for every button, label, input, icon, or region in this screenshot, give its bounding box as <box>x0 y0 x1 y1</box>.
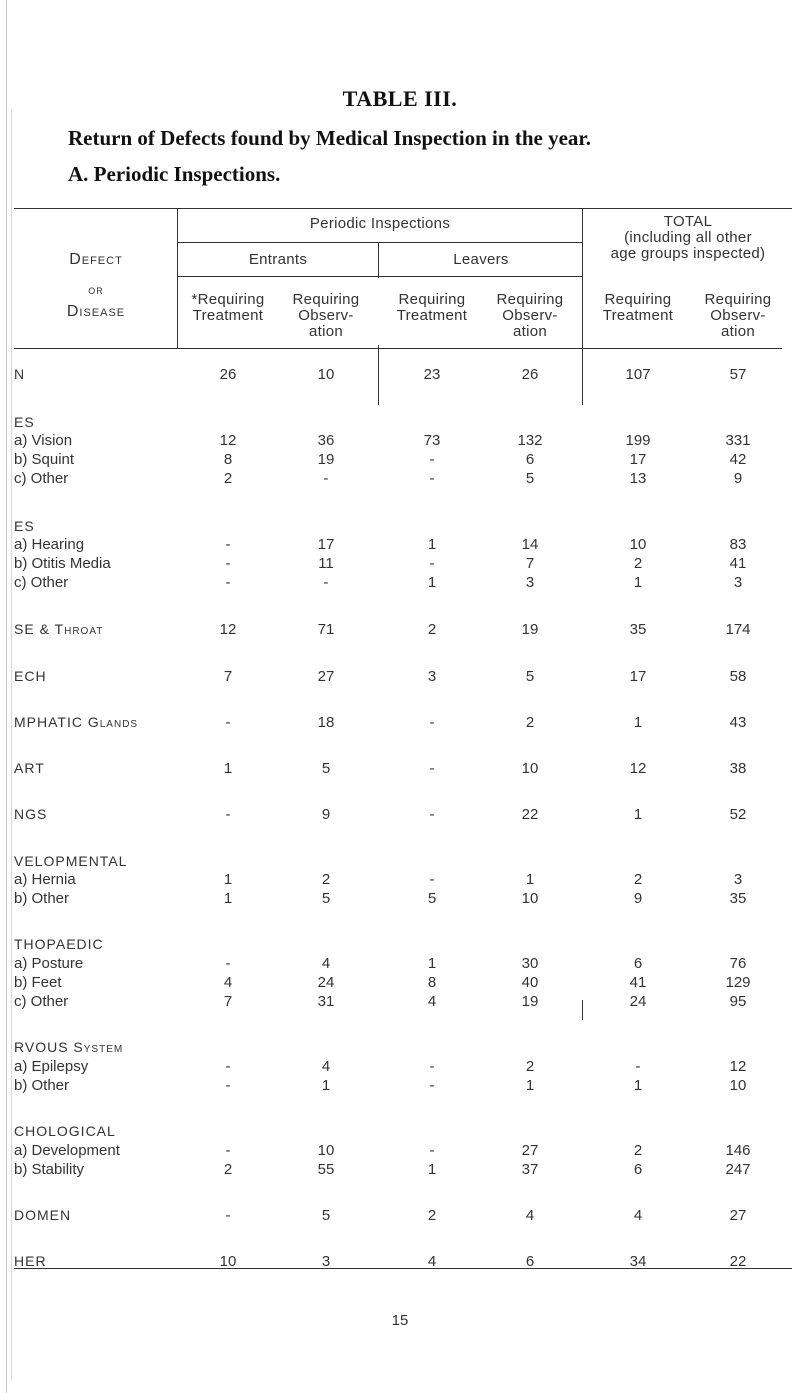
table-cell: 174 <box>725 621 751 638</box>
table-cell: 2 <box>223 470 233 487</box>
table-cell: 42 <box>729 451 747 468</box>
table-cell: 4 <box>427 993 437 1010</box>
defect-label-2: or <box>88 282 104 297</box>
table-cell: 4 <box>223 974 233 991</box>
table-cell: 27 <box>521 1142 539 1159</box>
table-cell: 10 <box>521 890 539 907</box>
table-cell: - <box>225 806 231 823</box>
table-cell: - <box>429 760 435 777</box>
column-header-line: ation <box>512 323 548 340</box>
table-top-rule <box>14 208 792 209</box>
row-label: RVOUS System <box>14 1039 124 1055</box>
col-divider <box>582 345 583 405</box>
column-header-line: ation <box>308 323 344 340</box>
table-cell: 2 <box>633 1142 643 1159</box>
table-cell: 6 <box>525 451 535 468</box>
table-cell: 31 <box>317 993 335 1010</box>
column-header <box>688 292 788 340</box>
table-cell: 107 <box>625 366 651 383</box>
table-cell: 55 <box>317 1161 335 1178</box>
table-cell: 71 <box>317 621 335 638</box>
row-label: c) Other <box>14 993 69 1010</box>
header-bottom-rule <box>14 348 782 349</box>
table-cell: 6 <box>525 1253 535 1270</box>
table-cell: 83 <box>729 536 747 553</box>
table-cell: 1 <box>633 806 643 823</box>
column-header-line: Treatment <box>192 307 264 324</box>
table-cell: 17 <box>629 451 647 468</box>
table-cell: 1 <box>633 574 643 591</box>
table-cell: 1 <box>633 1077 643 1094</box>
table-cell: - <box>429 555 435 572</box>
column-header-line: Treatment <box>396 307 468 324</box>
table-cell: 40 <box>521 974 539 991</box>
table-cell: 22 <box>729 1253 747 1270</box>
table-cell: - <box>225 1077 231 1094</box>
row-label: b) Stability <box>14 1161 85 1178</box>
table-cell: 5 <box>321 760 331 777</box>
row-label: DOMEN <box>14 1207 72 1223</box>
table-cell: 1 <box>427 574 437 591</box>
table-cell: 2 <box>633 871 643 888</box>
column-header-line: Requiring <box>604 291 672 308</box>
column-header-line: Treatment <box>602 307 674 324</box>
table-cell: 331 <box>725 432 751 449</box>
table-cell: 2 <box>427 621 437 638</box>
table-cell: 1 <box>223 890 233 907</box>
table-cell: 3 <box>525 574 535 591</box>
row-label: ES <box>14 414 35 430</box>
row-label: MPHATIC Glands <box>14 714 139 730</box>
table-cell: - <box>225 574 231 591</box>
table-cell: 2 <box>525 1058 535 1075</box>
table-cell: 52 <box>729 806 747 823</box>
table-cell: - <box>225 555 231 572</box>
column-header-line: *Requiring <box>191 291 265 308</box>
table-cell: - <box>323 470 329 487</box>
table-cell: 5 <box>321 890 331 907</box>
table-cell: 7 <box>223 993 233 1010</box>
table-cell: 129 <box>725 974 751 991</box>
table-cell: - <box>429 806 435 823</box>
row-label: b) Otitis Media <box>14 555 111 572</box>
row-label: b) Feet <box>14 974 62 991</box>
row-label: N <box>14 366 26 382</box>
table-cell: - <box>225 536 231 553</box>
table-cell: 1 <box>427 955 437 972</box>
column-header-line: Observ- <box>710 307 766 324</box>
table-cell: 17 <box>317 536 335 553</box>
table-cell: 6 <box>633 955 643 972</box>
table-cell: 1 <box>525 1077 535 1094</box>
column-header <box>480 292 580 340</box>
table-cell: 132 <box>517 432 543 449</box>
table-cell: 41 <box>629 974 647 991</box>
table-cell: - <box>429 1142 435 1159</box>
table-cell: 12 <box>219 432 237 449</box>
table-cell: 5 <box>525 668 535 685</box>
table-cell: 19 <box>521 621 539 638</box>
table-cell: - <box>429 871 435 888</box>
table-cell: 41 <box>729 555 747 572</box>
page-edge <box>0 0 14 1393</box>
row-label: c) Other <box>14 574 69 591</box>
table-cell: 1 <box>427 1161 437 1178</box>
table-cell: 11 <box>318 555 334 572</box>
table-cell: 18 <box>317 714 335 731</box>
table-cell: - <box>429 714 435 731</box>
table-cell: 7 <box>525 555 535 572</box>
row-label: NGS <box>14 806 48 822</box>
table-cell: 4 <box>321 955 331 972</box>
table-cell: 199 <box>625 432 651 449</box>
table-cell: 4 <box>321 1058 331 1075</box>
row-label: a) Development <box>14 1142 120 1159</box>
table-cell: 9 <box>321 806 331 823</box>
table-cell: 10 <box>317 1142 335 1159</box>
table-cell: 19 <box>521 993 539 1010</box>
row-label: THOPAEDIC <box>14 936 104 952</box>
group-rule <box>178 242 582 243</box>
table-cell: 2 <box>427 1207 437 1224</box>
group-header-total <box>584 214 792 262</box>
table-cell: 2 <box>525 714 535 731</box>
column-header <box>382 292 482 324</box>
table-cell: 5 <box>321 1207 331 1224</box>
row-label: c) Other <box>14 470 69 487</box>
table-cell: 27 <box>317 668 335 685</box>
row-label: VELOPMENTAL <box>14 853 128 869</box>
table-cell: 1 <box>223 760 233 777</box>
table-cell: 8 <box>223 451 233 468</box>
subgroup-leavers: Leavers <box>453 251 509 268</box>
table-cell: 10 <box>219 1253 237 1270</box>
row-label: b) Other <box>14 1077 70 1094</box>
table-cell: - <box>225 1142 231 1159</box>
row-label: ES <box>14 518 35 534</box>
table-cell: 247 <box>725 1161 751 1178</box>
table-cell: - <box>225 955 231 972</box>
table-cell: 24 <box>317 974 335 991</box>
table-cell: 5 <box>525 470 535 487</box>
row-label: ART <box>14 760 45 776</box>
column-header <box>276 292 376 340</box>
col-divider <box>582 208 583 348</box>
table-cell: - <box>225 1058 231 1075</box>
row-label: a) Hearing <box>14 536 85 553</box>
table-cell: 1 <box>427 536 437 553</box>
table-cell: 3 <box>733 871 743 888</box>
table-cell: - <box>429 451 435 468</box>
table-cell: 10 <box>521 760 539 777</box>
table-cell: 27 <box>729 1207 747 1224</box>
col-divider <box>378 242 379 278</box>
table-cell: 10 <box>317 366 335 383</box>
column-header-line: Requiring <box>496 291 564 308</box>
table-cell: 22 <box>521 806 539 823</box>
table-cell: 12 <box>729 1058 747 1075</box>
table-cell: 24 <box>629 993 647 1010</box>
table-cell: 4 <box>427 1253 437 1270</box>
table-cell: 6 <box>633 1161 643 1178</box>
total-line-1: TOTAL <box>663 213 713 230</box>
total-line-3: age groups inspected) <box>610 245 766 262</box>
table-cell: 13 <box>629 470 647 487</box>
table-cell: - <box>225 714 231 731</box>
col-divider <box>582 1000 583 1020</box>
table-cell: 19 <box>317 451 335 468</box>
table-cell: 2 <box>633 555 643 572</box>
table-cell: 26 <box>521 366 539 383</box>
table-cell: 95 <box>729 993 747 1010</box>
row-label: ECH <box>14 668 47 684</box>
table-cell: 7 <box>223 668 233 685</box>
table-cell: 30 <box>521 955 539 972</box>
table-cell: - <box>635 1058 641 1075</box>
column-header-line: Requiring <box>398 291 466 308</box>
table-cell: 43 <box>729 714 747 731</box>
table-cell: 35 <box>729 890 747 907</box>
row-label: SE & Throat <box>14 621 104 637</box>
table-subtitle: Return of Defects found by Medical Inspection in the year. <box>68 126 592 150</box>
group-header-periodic: Periodic Inspections <box>309 215 451 232</box>
table-cell: 9 <box>733 470 743 487</box>
col-divider <box>378 345 379 405</box>
column-header-line: Observ- <box>502 307 558 324</box>
table-cell: 4 <box>633 1207 643 1224</box>
table-cell: 2 <box>321 871 331 888</box>
table-cell: 14 <box>521 536 539 553</box>
table-title: TABLE III. <box>342 86 458 111</box>
table-cell: 58 <box>729 668 747 685</box>
table-cell: - <box>225 1207 231 1224</box>
table-cell: 34 <box>629 1253 647 1270</box>
row-label: CHOLOGICAL <box>14 1123 116 1139</box>
column-header-line: Requiring <box>704 291 772 308</box>
row-label: a) Hernia <box>14 871 76 888</box>
defect-label-3: Disease <box>66 303 126 320</box>
table-cell: 12 <box>219 621 237 638</box>
subgroup-rule <box>178 276 582 277</box>
table-cell: 17 <box>629 668 647 685</box>
column-header <box>178 292 278 324</box>
column-header-line: Requiring <box>292 291 360 308</box>
table-cell: 1 <box>321 1077 331 1094</box>
table-cell: 76 <box>729 955 747 972</box>
table-cell: 37 <box>521 1161 539 1178</box>
column-header <box>588 292 688 324</box>
table-cell: 57 <box>729 366 747 383</box>
table-cell: 3 <box>321 1253 331 1270</box>
table-cell: 1 <box>633 714 643 731</box>
table-cell: - <box>429 470 435 487</box>
table-cell: 10 <box>729 1077 747 1094</box>
table-cell: 36 <box>317 432 335 449</box>
section-heading: A. Periodic Inspections. <box>68 162 281 186</box>
table-cell: 23 <box>423 366 441 383</box>
row-label: b) Other <box>14 890 70 907</box>
table-cell: 38 <box>729 760 747 777</box>
row-label: a) Vision <box>14 432 73 449</box>
table-cell: 146 <box>725 1142 751 1159</box>
column-header-line: ation <box>720 323 756 340</box>
table-cell: 2 <box>223 1161 233 1178</box>
table-cell: 3 <box>733 574 743 591</box>
table-cell: 26 <box>219 366 237 383</box>
total-line-2: (including all other <box>624 229 752 246</box>
table-cell: 1 <box>525 871 535 888</box>
table-cell: 12 <box>629 760 647 777</box>
defect-header <box>14 252 178 320</box>
table-cell: 3 <box>427 668 437 685</box>
row-label: b) Squint <box>14 451 75 468</box>
row-label: HER <box>14 1253 47 1269</box>
table-cell: 4 <box>525 1207 535 1224</box>
subgroup-entrants: Entrants <box>248 251 308 268</box>
defect-label-1: Defect <box>69 251 123 268</box>
table-cell: - <box>429 1058 435 1075</box>
table-cell: - <box>323 574 329 591</box>
table-cell: 5 <box>427 890 437 907</box>
table-cell: - <box>429 1077 435 1094</box>
table-cell: 10 <box>629 536 647 553</box>
table-cell: 1 <box>223 871 233 888</box>
table-cell: 8 <box>427 974 437 991</box>
row-label: a) Epilepsy <box>14 1058 89 1075</box>
table-cell: 9 <box>633 890 643 907</box>
table-cell: 35 <box>629 621 647 638</box>
page-number: 15 <box>391 1312 409 1329</box>
row-label: a) Posture <box>14 955 84 972</box>
table-cell: 73 <box>423 432 441 449</box>
column-header-line: Observ- <box>298 307 354 324</box>
